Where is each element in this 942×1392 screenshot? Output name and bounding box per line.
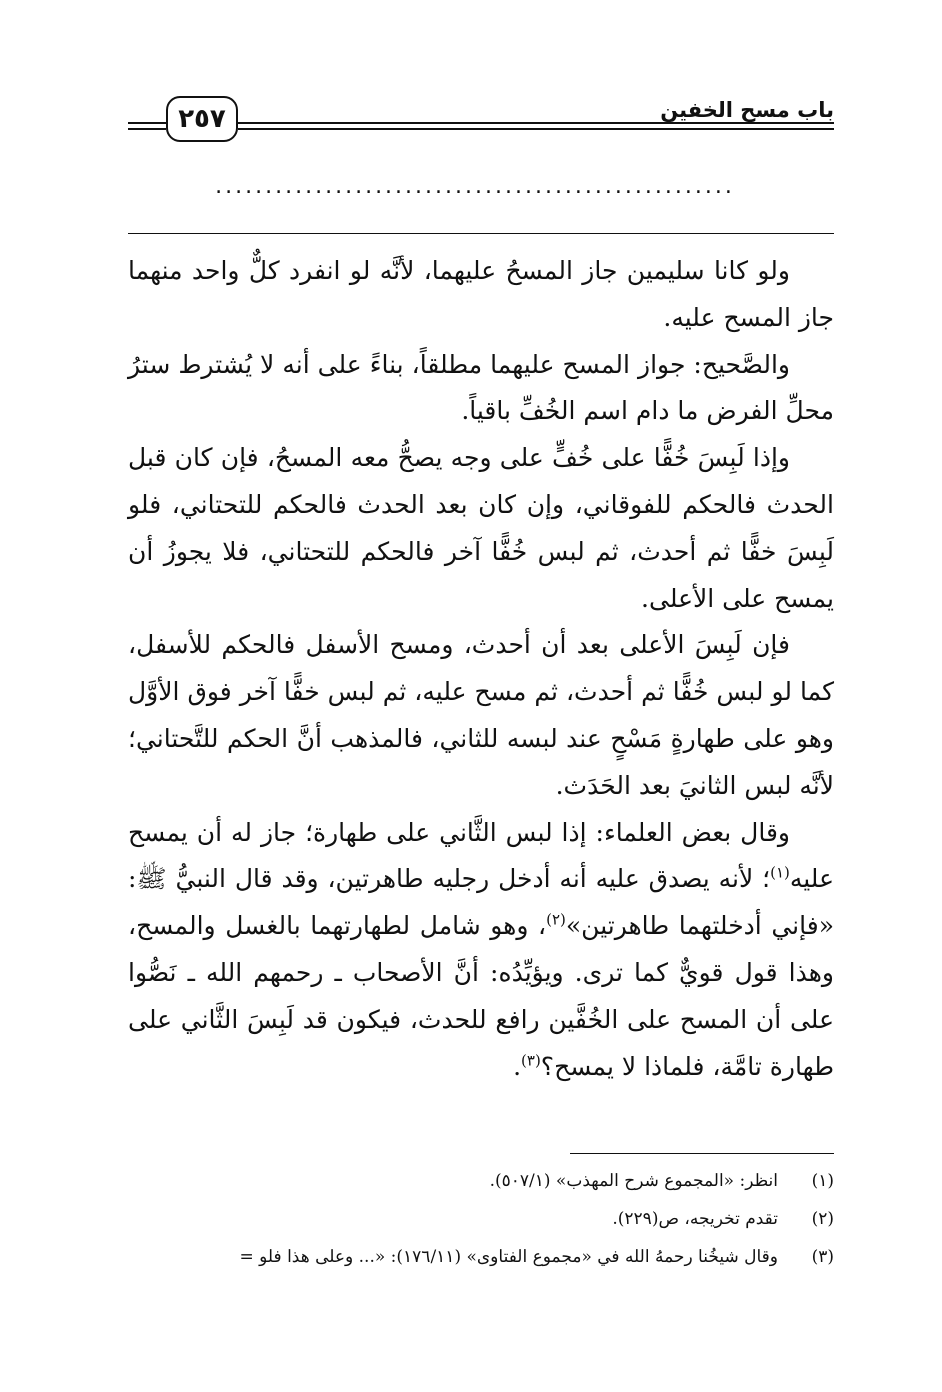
footnote-ref-3: (٣) xyxy=(521,1051,541,1070)
page-header xyxy=(128,96,834,146)
page-number: ٢٥٧ xyxy=(166,96,238,142)
footnote xyxy=(100,1162,834,1200)
footnote-ref-1: (١) xyxy=(770,864,790,883)
paragraph: والصَّحيح: جواز المسح عليهما مطلقاً، بناءً على أنه لا يُشترط سترُ محلِّ الفرض ما دام اسم الخُفِّ باقياً. xyxy=(128,349,834,426)
footnote-text: تقدم تخريجه، ص(٢٢٩). xyxy=(612,1209,778,1229)
footnote-text: انظر: «المجموع شرح المهذب» (٥٠٧/١). xyxy=(489,1171,778,1191)
header-rule-left-top xyxy=(128,122,166,124)
header-rule-right-top xyxy=(238,122,834,124)
content-top-rule xyxy=(128,233,834,234)
paragraph: فإن لَبِسَ الأعلى بعد أن أحدث، ومسح الأسفل فالحكم للأسفل، كما لو لبس خُفًّا ثم أحدث، ثم مسح عليه، ثم لبس خفًّا آخر فوق الأوَّل وهو على طهارةٍ مَسْحٍ عند لبسه للثاني، فالمذهب أنَّ الحكم للتَّحتاني؛ لأنَّه لبس الثانيَ بعد الحَدَث. xyxy=(128,630,834,800)
footnote xyxy=(100,1238,834,1276)
footnote xyxy=(100,1200,834,1238)
header-rule-left-bottom xyxy=(128,128,166,130)
footnote-number: (٣) xyxy=(811,1247,834,1267)
text-segment: ، وهو شامل لطهارتهما بالغسل والمسح، وهذا قول قويٌّ كما ترى. ويؤيِّدُه: أنَّ الأصحاب ـ رحمهم الله ـ نَصُّوا على أن المسح على الخُفَّين رافع للحدث، فيكون قد لَبِسَ الثَّاني على طهارة تامَّة، فلماذا لا يمسح؟ xyxy=(128,911,834,1081)
chapter-title: باب مسح الخفين xyxy=(654,98,834,122)
text-segment: ؛ لأنه يصدق عليه أنه أدخل رجليه طاهرتين، وقد قال النبيُّ ﷺ: «فإني أدخلتهما طاهرتين» xyxy=(128,864,834,941)
dotted-separator: .................................................... xyxy=(215,174,735,199)
text-segment: . xyxy=(513,1051,522,1081)
paragraph-with-references xyxy=(128,810,834,1091)
footnote-separator xyxy=(570,1153,834,1154)
footnote-number: (٢) xyxy=(811,1209,834,1229)
main-text xyxy=(128,248,834,1090)
footnote-number: (١) xyxy=(811,1171,834,1191)
footnote-ref-2: (٢) xyxy=(546,910,566,929)
paragraph: وإذا لَبِسَ خُفًّا على خُفٍّ على وجه يصحُّ معه المسحُ، فإن كان قبل الحدث فالحكم للفوقاني، وإن كان بعد الحدث فالحكم للتحتاني، فلو لَبِسَ خفًّا ثم أحدث، ثم لبس خُفًّا آخر فالحكم للتحتاني، فلا يجوزُ أن يمسح على الأعلى. xyxy=(128,443,834,613)
footnote-text: وقال شيخُنا رحمهُ الله في «مجموع الفتاوى» (١٧٦/١١): «... وعلى هذا فلو = xyxy=(239,1247,778,1267)
footnotes xyxy=(100,1162,834,1276)
text-segment: وقال بعض العلماء: إذا لبس الثَّاني على طهارة؛ جاز له أن يمسح عليه xyxy=(128,817,834,894)
header-rule-right-bottom xyxy=(238,128,834,130)
paragraph: ولو كانا سليمين جاز المسحُ عليهما، لأنَّه لو انفرد كلٌّ واحد منهما جاز المسح عليه. xyxy=(128,256,834,332)
